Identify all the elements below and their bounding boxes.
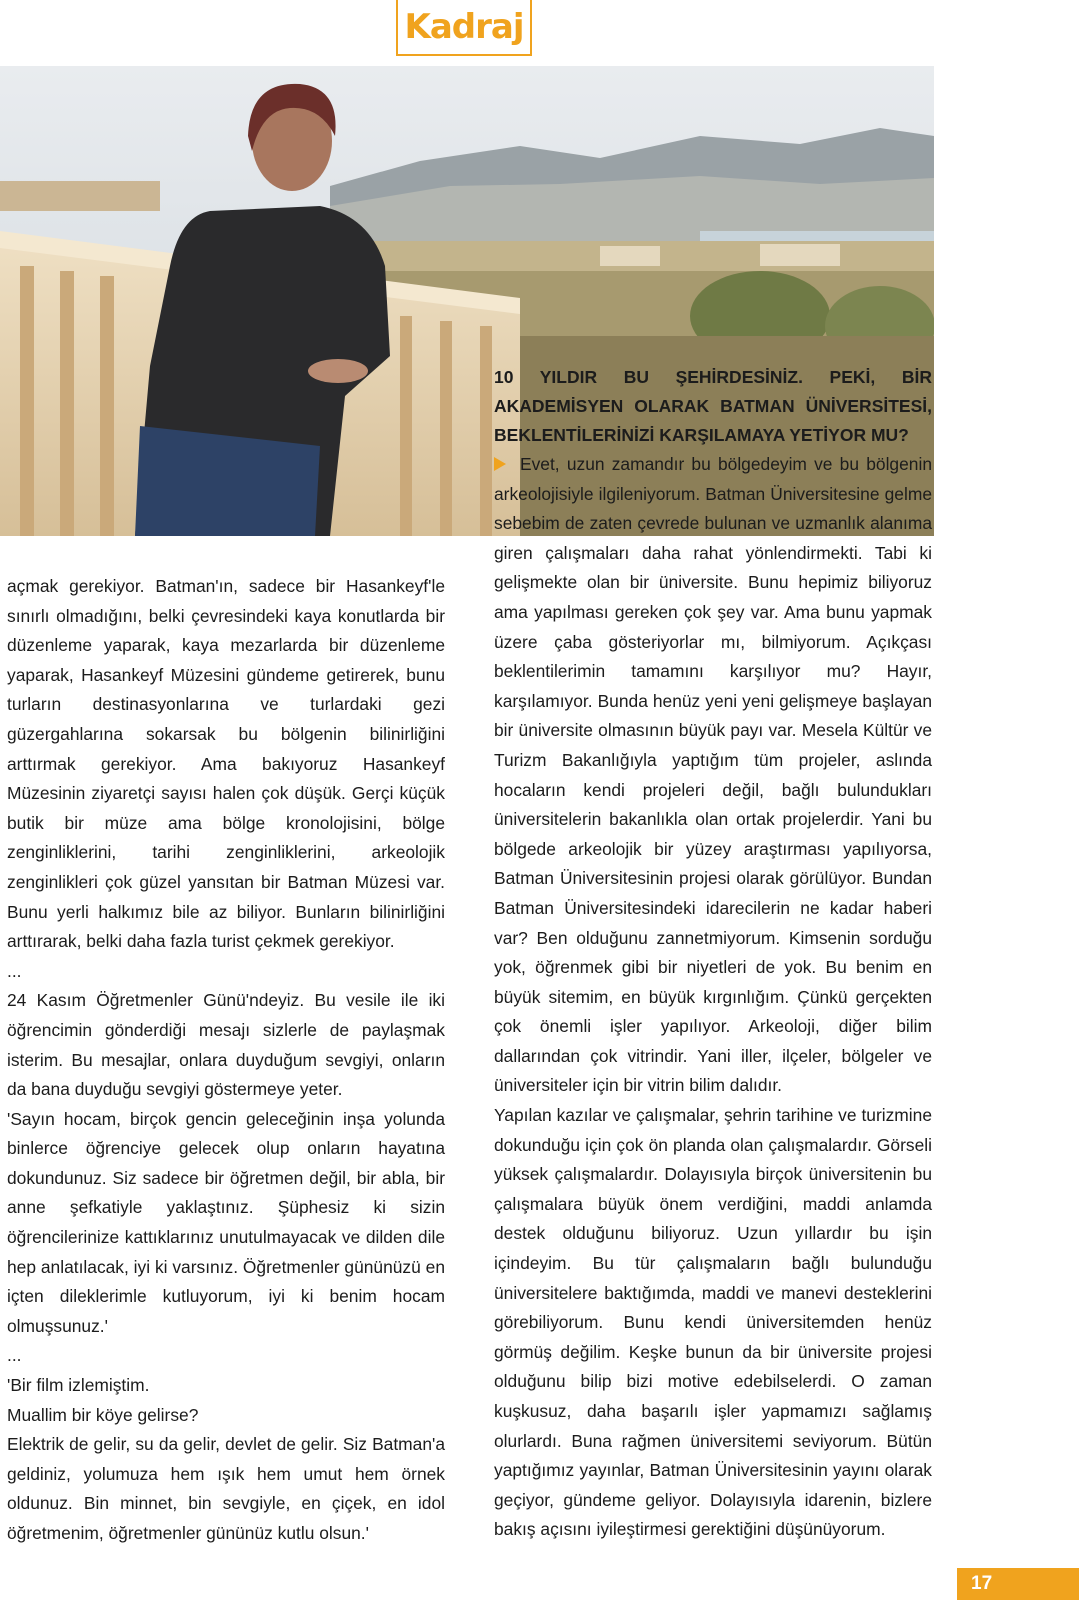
body-paragraph: açmak gerekiyor. Batman'ın, sadece bir Hasankeyf'le sınırlı olmadığını, belki çevresindeki kaya konutlarda bir düzenleme yaparak, kaya mezarlarda bir düzenleme yaparak, Hasankeyf Müzesini gündeme getirerek, bunu turların destinasyonlarına ve turlardaki gezi güzergahlarına sokarsak bu bölgenin bilinirliğini arttırmak gerekiyor. Ama bakıyoruz Hasankeyf Müzesinin ziyaretçi sayısı halen çok düşük. Gerçi küçük butik bir müze ama bölge kronolojisini, bölge zenginliklerini, tarihi zenginliklerini, arkeolojik zenginlikleri çok güzel yansıtan bir Batman Müzesi var. Bunu yerli halkımız bile az biliyor. Bunların bilinirliğini arttırarak, belki daha fazla turist çekmek gerekiyor. [7,576,445,952]
triangle-bullet-icon [494,457,506,471]
page-number: 17 [957,1568,1079,1600]
answer-paragraph [494,450,932,1101]
answer-paragraph: Yapılan kazılar ve çalışmalar, şehrin tarihine ve turizmine dokunduğu için çok ön planda olan çalışmalardır. Görseli yüksek çalışmalardır. Dolayısıyla birçok üniversitenin bu çalışmalara büyük önem verdiğini, maddi anlamda destek olduğunu biliyoruz. Uzun yıllardır bu işin içindeyim. Bu tür çalışmaların bağlı bulunduğu üniversitelere baktığımda, maddi ve manevi desteklerini görebiliyorum. Bunu kendi üniversitemden henüz görmüş değilim. Keşke bunun da bir üniversite projesi olduğunu bilip bizi motive edebilselerdi. O zaman kuşkusuz, daha başarılı işler yapmamızı sağlamış olurlardı. Buna rağmen üniversitemi seviyorum. Bütün yaptığımız yayınlar, Batman Üniversitesinin yayını olarak geçiyor, gündeme geliyor. Dolayısıyla idarenin, bizlere bakış açısını iyileştirmesi gerektiğini düşünüyorum. [494,1105,932,1540]
quote-paragraph: Elektrik de gelir, su da gelir, devlet de gelir. Siz Batman'a geldiniz, yolumuza hem ışık hem umut hem örnek oldunuz. Bin minnet, bin sevgiyle, en çiçek, en idol öğretmenim, öğretmenler gününüz kutlu olsun.' [7,1434,445,1543]
left-column [7,572,445,1549]
separator-ellipsis: ... [7,960,22,981]
body-paragraph: 24 Kasım Öğretmenler Günü'ndeyiz. Bu vesile ile iki öğrencimin gönderdiği mesajı sizlerle de paylaşmak isterim. Bu mesajlar, onlara duyduğum sevgiyi, onların da bana duyduğu sevgiyi göstermeye yeter. [7,990,445,1100]
quote-line: 'Bir film izlemiştim. [7,1375,150,1396]
separator-ellipsis: ... [7,1345,22,1366]
answer-text: Evet, uzun zamandır bu bölgedeyim ve bu bölgenin arkeolojisiyle ilgileniyorum. Batman Üniversitesine gelme sebebim de zaten çevrede bulunan ve uzmanlık alanıma giren çalışmaları daha rahat yönlendirmekti. Tabi ki gelişmekte olan bir üniversite. Bunu hepimiz biliyoruz ama yapılması gereken çok şey var. Ama bunu yapmak üzere çaba gösteriyorlar mı, bilmiyorum. Açıkçası beklentilerimin tamamını karşılıyor mu? Hayır, karşılamıyor. Bunda henüz yeni yeni gelişmeye başlayan bir üniversite olmasının büyük payı var. Mesela Kültür ve Turizm Bakanlığıyla yaptığım tüm projeler, aslında hocaların kendi projeleri değil, bağlı bulundukları üniversitelerin bakanlıkla olan ortak projelerdir. Yani bu bölgede arkeolojik bir yüzey araştırması yapılıyorsa, Batman Üniversitesinin projesi olarak görülüyor. Bundan Batman Üniversitesindeki idarecilerin ne kadar haberi var? Ben olduğunu zannetmiyorum. Kimsenin sorduğu yok, öğrenmek gibi bir niyetleri de yok. Bu benim en büyük sitemim, en büyük kırgınlığım. Çünkü gerçekten çok önemli işler yapılıyor. Arkeoloji, diğer bilim dallarından çok vitrindir. Yani iller, ilçeler, bölgeler ve üniversiteler için bir vitrin bilim dalıdır. [494,454,932,1096]
question-heading: 10 YILDIR BU ŞEHİRDESİNİZ. PEKİ, BİR AKADEMİSYEN OLARAK BATMAN ÜNİVERSİTESİ, BEKLENTİLERİNİZİ KARŞILAMAYA YETİYOR MU? [494,367,932,445]
magazine-logo: Kadraj [396,0,532,56]
right-column [494,363,932,1545]
quote-paragraph: 'Sayın hocam, birçok gencin geleceğinin inşa yolunda binlerce öğrenciye gelecek olup onların hayatına dokundunuz. Siz sadece bir öğretmen değil, bir abla, bir anne şefkatiyle yaklaştınız. Şüphesiz ki sizin öğrencilerinize kattıklarınız unutulmayacak ve dilden dile hep anlatılacak, iyi ki varsınız. Öğretmenler gününüzü en içten dileklerimle kutluyorum, iyi ki benim hocam olmuşsunuz.' [7,1108,445,1336]
quote-line: Muallim bir köye gelirse? [7,1404,199,1425]
